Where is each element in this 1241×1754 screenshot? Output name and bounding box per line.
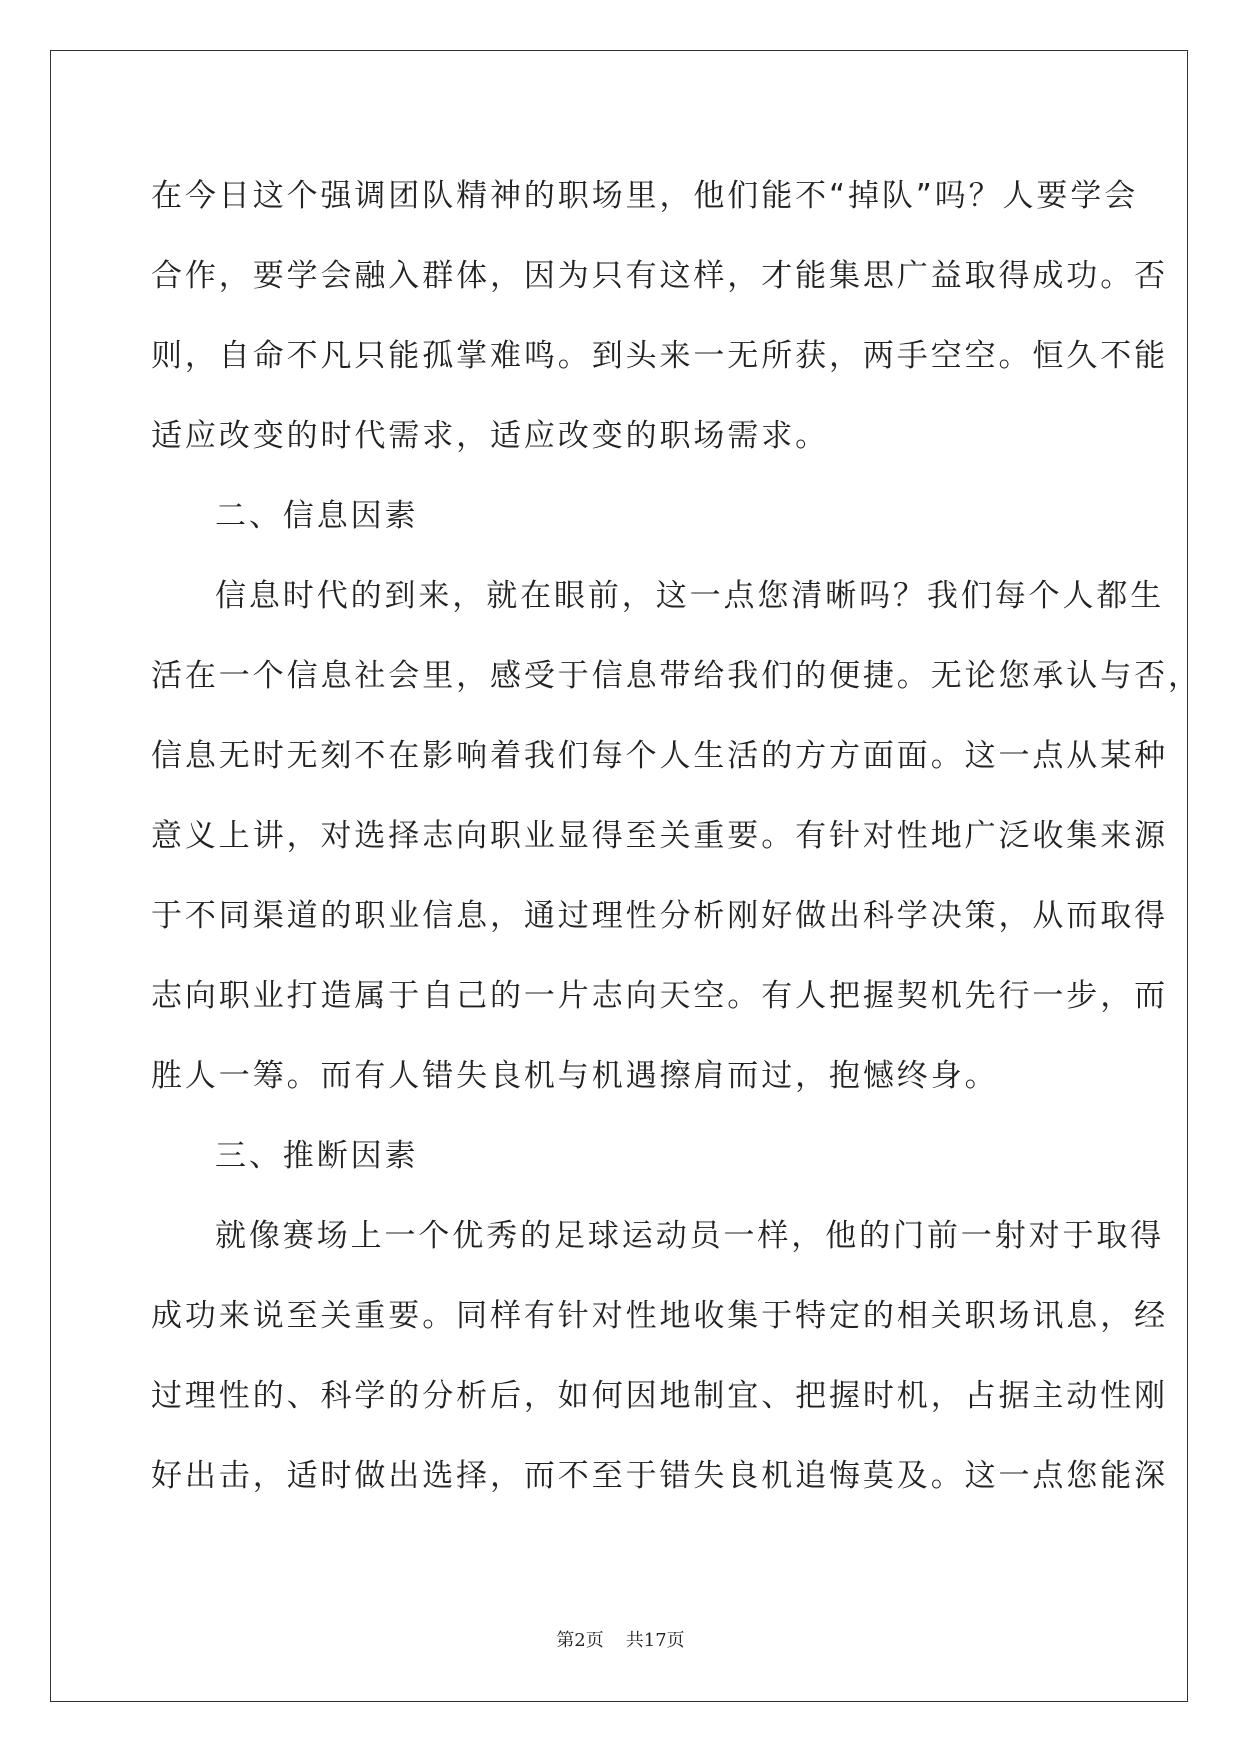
body-line: 志向职业打造属于自己的一片志向天空。有人把握契机先行一步，而 (151, 978, 1168, 1014)
section-heading: 三、推断因素 (215, 1138, 419, 1174)
body-line: 好出击，适时做出选择，而不至于错失良机追悔莫及。这一点您能深 (151, 1458, 1168, 1494)
body-line: 在今日这个强调团队精神的职场里，他们能不“掉队”吗？人要学会 (151, 178, 1139, 214)
body-line: 意义上讲，对选择志向职业显得至关重要。有针对性地广泛收集来源 (151, 818, 1168, 854)
page-total: 共17页 (625, 1630, 685, 1651)
body-line: 合作，要学会融入群体，因为只有这样，才能集思广益取得成功。否 (151, 258, 1168, 294)
body-line: 于不同渠道的职业信息，通过理性分析刚好做出科学决策，从而取得 (151, 898, 1168, 934)
page-number: 第2页 (556, 1630, 604, 1651)
body-line: 成功来说至关重要。同样有针对性地收集于特定的相关职场讯息，经 (151, 1298, 1168, 1334)
body-line: 信息时代的到来，就在眼前，这一点您清晰吗？我们每个人都生 (215, 578, 1165, 614)
body-line: 适应改变的时代需求，适应改变的职场需求。 (151, 418, 829, 454)
body-line: 则，自命不凡只能孤掌难鸣。到头来一无所获，两手空空。恒久不能 (151, 338, 1168, 374)
body-line: 信息无时无刻不在影响着我们每个人生活的方方面面。这一点从某种 (151, 738, 1168, 774)
body-line: 胜人一筹。而有人错失良机与机遇擦肩而过，抱憾终身。 (151, 1058, 999, 1094)
document-body (151, 156, 1202, 1516)
body-line: 活在一个信息社会里，感受于信息带给我们的便捷。无论您承认与否， (151, 658, 1202, 694)
section-heading: 二、信息因素 (215, 498, 419, 534)
page-footer (0, 1626, 1241, 1652)
body-line: 就像赛场上一个优秀的足球运动员一样，他的门前一射对于取得 (215, 1218, 1165, 1254)
body-line: 过理性的、科学的分析后，如何因地制宜、把握时机，占据主动性刚 (151, 1378, 1168, 1414)
